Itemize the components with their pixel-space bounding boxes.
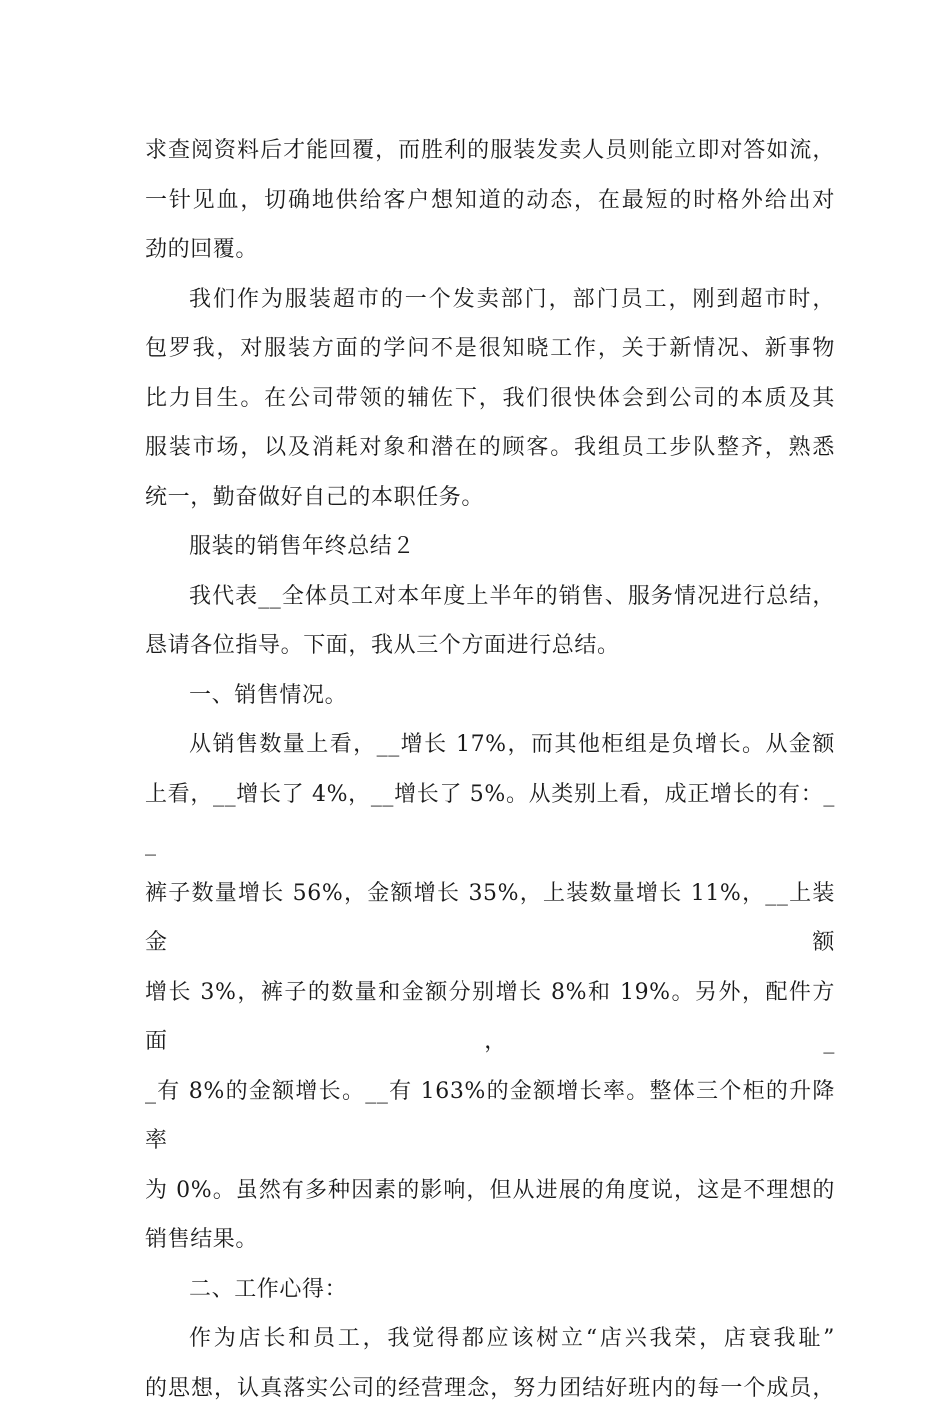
section-heading (145, 522, 835, 572)
text-line: 二、工作心得： (145, 1265, 835, 1315)
paragraph-1 (145, 126, 835, 275)
text-line: 一、销售情况。 (145, 671, 835, 721)
text-line: 从销售数量上看，__增长 17%，而其他柜组是负增长。从金额 (145, 720, 835, 770)
text-line: 的思想，认真落实公司的经营理念，努力团结好班内的每一个成员， (145, 1364, 835, 1413)
text-line: 为 0%。虽然有多种因素的影响，但从进展的角度说，这是不理想的 (145, 1166, 835, 1216)
text-line: 劲的回覆。 (145, 225, 835, 275)
paragraph-4 (145, 720, 835, 1265)
paragraph-3 (145, 572, 835, 671)
text-line: 服装的销售年终总结２ (145, 522, 835, 572)
paragraph-5 (145, 1314, 835, 1413)
paragraph-2 (145, 275, 835, 523)
text-line: 我们作为服装超市的一个发卖部门，部门员工，刚到超市时， (145, 275, 835, 325)
text-line: 包罗我，对服装方面的学问不是很知晓工作，关于新情况、新事物 (145, 324, 835, 374)
subheading-work-experience (145, 1265, 835, 1315)
text-line: 比力目生。在公司带领的辅佐下，我们很快体会到公司的本质及其 (145, 374, 835, 424)
text-line: 求查阅资料后才能回覆，而胜利的服装发卖人员则能立即对答如流， (145, 126, 835, 176)
text-line: 裤子数量增长 56%，金额增长 35%，上装数量增长 11%，__上装金额 (145, 869, 835, 968)
text-line: 统一，勤奋做好自己的本职任务。 (145, 473, 835, 523)
subheading-sales (145, 671, 835, 721)
text-line: 上看，__增长了 4%，__增长了 5%。从类别上看，成正增长的有：__ (145, 770, 835, 869)
text-line: 一针见血，切确地供给客户想知道的动态，在最短的时格外给出对 (145, 176, 835, 226)
text-line: 服装市场，以及消耗对象和潜在的顾客。我组员工步队整齐，熟悉 (145, 423, 835, 473)
text-line: 恳请各位指导。下面，我从三个方面进行总结。 (145, 621, 835, 671)
text-line: _有 8%的金额增长。__有 163%的金额增长率。整体三个柜的升降率 (145, 1067, 835, 1166)
text-line: 作为店长和员工，我觉得都应该树立“店兴我荣，店衰我耻” (145, 1314, 835, 1364)
text-line: 增长 3%，裤子的数量和金额分别增长 8%和 19%。另外，配件方面，_ (145, 968, 835, 1067)
text-line: 销售结果。 (145, 1215, 835, 1265)
text-line: 我代表__全体员工对本年度上半年的销售、服务情况进行总结， (145, 572, 835, 622)
document-body (145, 126, 835, 1413)
